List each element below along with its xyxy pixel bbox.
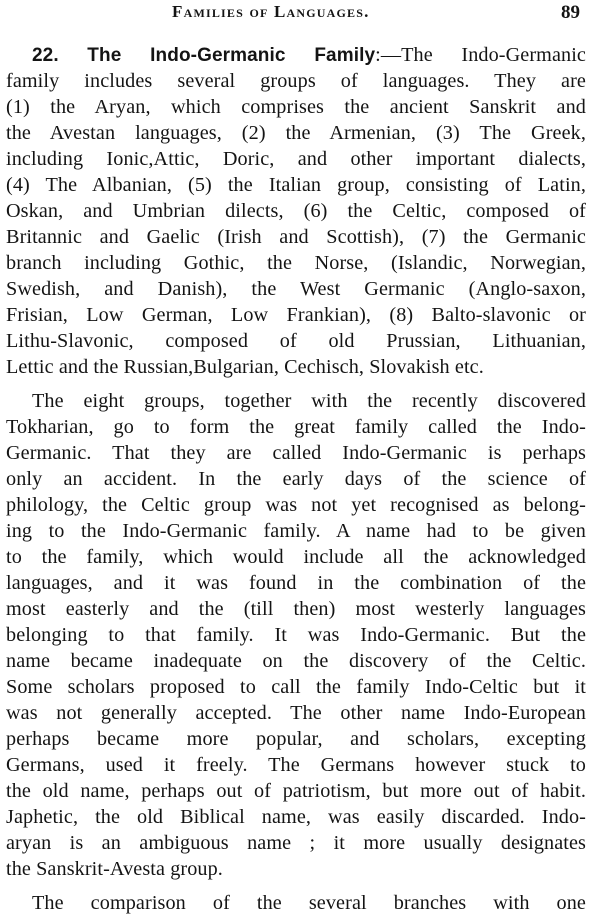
text-line: Lettic and the Russian,Bulgarian, Cechisch, Slovakish etc. xyxy=(6,356,484,378)
section-heading-line xyxy=(6,42,586,68)
section-number: 22. xyxy=(32,45,59,66)
text-line: the Sanskrit-Avesta group. xyxy=(6,858,223,880)
text-line: Swedish, and Danish), the West Germanic (Anglo-saxon, xyxy=(6,278,586,300)
text-line: only an accident. In the early days of the science of xyxy=(6,468,586,490)
text-line: aryan is an ambiguous name ; it more usually designates xyxy=(6,832,586,854)
text-line: Germanic. That they are called Indo-Germanic is perhaps xyxy=(6,442,586,464)
text-line: branch including Gothic, the Norse, (Islandic, Norwegian, xyxy=(6,252,586,274)
text-line: :—The Indo-Germanic xyxy=(375,44,586,66)
text-line: was not generally accepted. The other name Indo-European xyxy=(6,702,586,724)
text-line: ing to the Indo-Germanic family. A name had to be given xyxy=(6,520,586,542)
text-line: Some scholars proposed to call the family Indo-Celtic but it xyxy=(6,676,586,698)
text-line: most easterly and the (till then) most westerly languages xyxy=(6,598,586,620)
text-line: The eight groups, together with the recently discovered xyxy=(32,390,586,412)
text-line: family includes several groups of languages. They are xyxy=(6,70,586,92)
text-line: (1) the Aryan, which comprises the ancient Sanskrit and xyxy=(6,96,586,118)
text-line: name became inadequate on the discovery of the Celtic. xyxy=(6,650,586,672)
text-line: belonging to that family. It was Indo-Germanic. But the xyxy=(6,624,586,646)
text-line: to the family, which would include all the acknowledged xyxy=(6,546,586,568)
text-line: Frisian, Low German, Low Frankian), (8) Balto-slavonic or xyxy=(6,304,586,326)
page-number: 89 xyxy=(561,2,580,23)
text-line: languages, and it was found in the combination of the xyxy=(6,572,586,594)
text-line: including Ionic,Attic, Doric, and other important dialects, xyxy=(6,148,586,170)
text-line: perhaps became more popular, and scholars, excepting xyxy=(6,728,586,750)
text-line: Oskan, and Umbrian dilects, (6) the Celtic, composed of xyxy=(6,200,586,222)
body-text xyxy=(6,42,586,916)
paragraph-2 xyxy=(6,388,586,882)
text-line: the Avestan languages, (2) the Armenian, (3) The Greek, xyxy=(6,122,586,144)
running-title: Families of Languages. xyxy=(172,2,370,21)
paragraph-gap xyxy=(6,380,586,388)
text-line: philology, the Celtic group was not yet recognised as belong- xyxy=(6,494,586,516)
paragraph-gap xyxy=(6,882,586,890)
text-line: the old name, perhaps out of patriotism, but more out of habit. xyxy=(6,780,586,802)
paragraph-1 xyxy=(6,42,586,380)
text-line: Lithu-Slavonic, composed of old Prussian, Lithuanian, xyxy=(6,330,586,352)
text-line: Germans, used it freely. The Germans however stuck to xyxy=(6,754,586,776)
text-line: Japhetic, the old Biblical name, was easily discarded. Indo- xyxy=(6,806,586,828)
text-line: The comparison of the several branches with one xyxy=(32,892,586,914)
text-line: Britannic and Gaelic (Irish and Scottish), (7) the Germanic xyxy=(6,226,586,248)
text-line: (4) The Albanian, (5) the Italian group, consisting of Latin, xyxy=(6,174,586,196)
text-line: Tokharian, go to form the great family called the Indo- xyxy=(6,416,586,438)
section-title: The Indo-Germanic Family xyxy=(87,45,376,66)
paragraph-3 xyxy=(6,890,586,916)
